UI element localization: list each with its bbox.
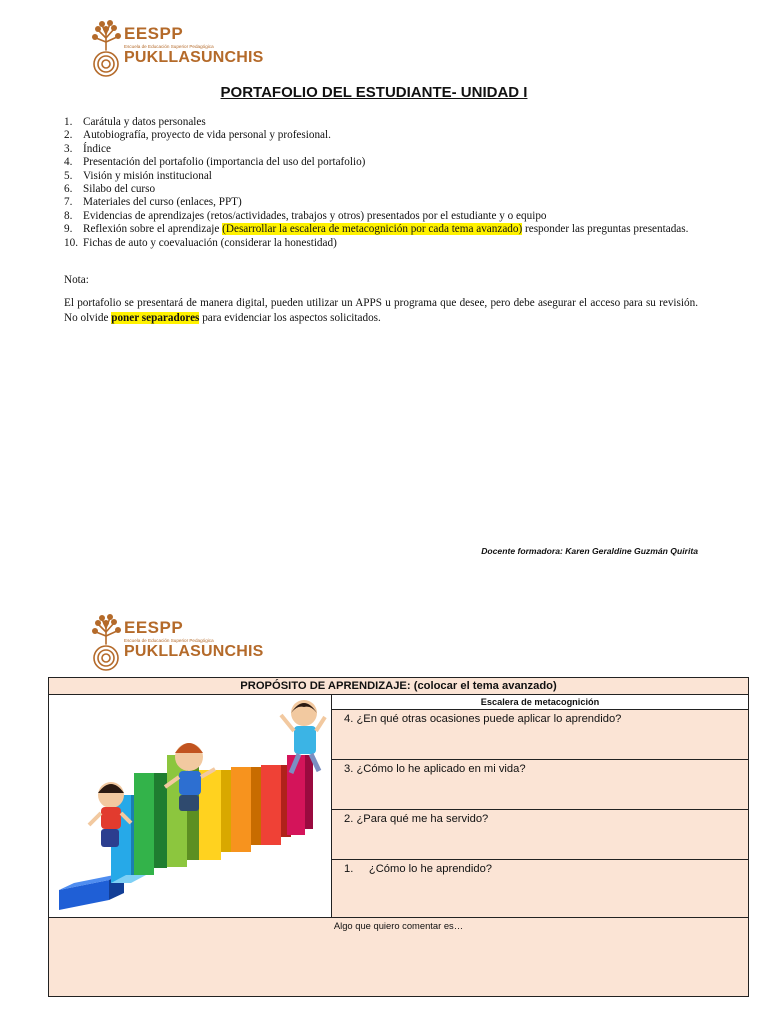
staircase-kids-icon [49,695,331,917]
list-item: 9. Reflexión sobre el aprendizaje (Desarrollar la escalera de metacognición por cada tema avanzado) responder las preguntas presentadas. [64,223,689,236]
purpose-header: PROPÓSITO DE APRENDIZAJE: (colocar el tema avanzado) [49,678,748,695]
question-label: 3. ¿Cómo lo he aplicado en mi vida? [344,763,526,775]
logo-name: EESPP [124,618,184,637]
teacher-signature-line: Docente formadora: Karen Geraldine Guzmán Quirita [481,546,698,556]
highlighted-text: poner separadores [111,311,200,324]
metacognition-header: Escalera de metacognición [332,695,748,710]
list-item: 5. Visión y misión institucional [64,169,212,182]
question-label: 1. ¿Cómo lo he aprendido? [344,863,493,875]
list-item: 3. Índice [64,142,111,155]
question-cell-4[interactable] [332,710,748,760]
question-cell-1[interactable] [332,860,748,917]
page-title: PORTAFOLIO DEL ESTUDIANTE- UNIDAD I [220,84,528,101]
list-item: 10. Fichas de auto y coevaluación (considerar la honestidad) [64,236,337,249]
logo-subtitle: Escuela de Educación Superior Pedagógica [124,44,214,49]
tree-logo-icon [88,614,124,672]
question-cell-2[interactable] [332,810,748,860]
institution-logo [88,20,264,78]
instructions-paragraph: El portafolio se presentará de manera digital, pueden utilizar un APPS u programa que desee, pero debe asegurar el acceso para su revisión. No olvide poner separadores para evidenciar los aspectos solicitados. [64,297,698,324]
list-item: 2. Autobiografía, proyecto de vida personal y profesional. [64,129,331,142]
logo-brand: PUKLLASUNCHIS [124,643,264,660]
list-item: 4. Presentación del portafolio (importancia del uso del portafolio) [64,156,366,169]
logo-subtitle: Escuela de Educación Superior Pedagógica [124,638,214,643]
highlighted-text: (Desarrollar la escalera de metacognición por cada tema avanzado) [222,223,523,236]
comment-label: Algo que quiero comentar es… [333,920,464,931]
question-cell-3[interactable] [332,760,748,810]
metacognition-table [48,677,749,997]
list-item: 8. Evidencias de aprendizajes (retos/actividades, trabajos y otros) presentados por el estudiante y o equipo [64,209,547,222]
institution-logo [88,614,264,672]
staircase-illustration [49,695,332,917]
question-label: 2. ¿Para qué me ha servido? [344,813,489,825]
note-label: Nota: [64,274,89,286]
list-item: 7. Materiales del curso (enlaces, PPT) [64,196,242,209]
logo-name: EESPP [124,24,184,43]
list-item: 6. Silabo del curso [64,183,156,196]
tree-logo-icon [88,20,124,78]
portfolio-items-list [64,116,704,250]
list-item: 1. Carátula y datos personales [64,116,206,128]
logo-brand: PUKLLASUNCHIS [124,49,264,66]
question-label: 4. ¿En qué otras ocasiones puede aplicar lo aprendido? [344,713,622,725]
comment-cell[interactable] [49,917,748,996]
